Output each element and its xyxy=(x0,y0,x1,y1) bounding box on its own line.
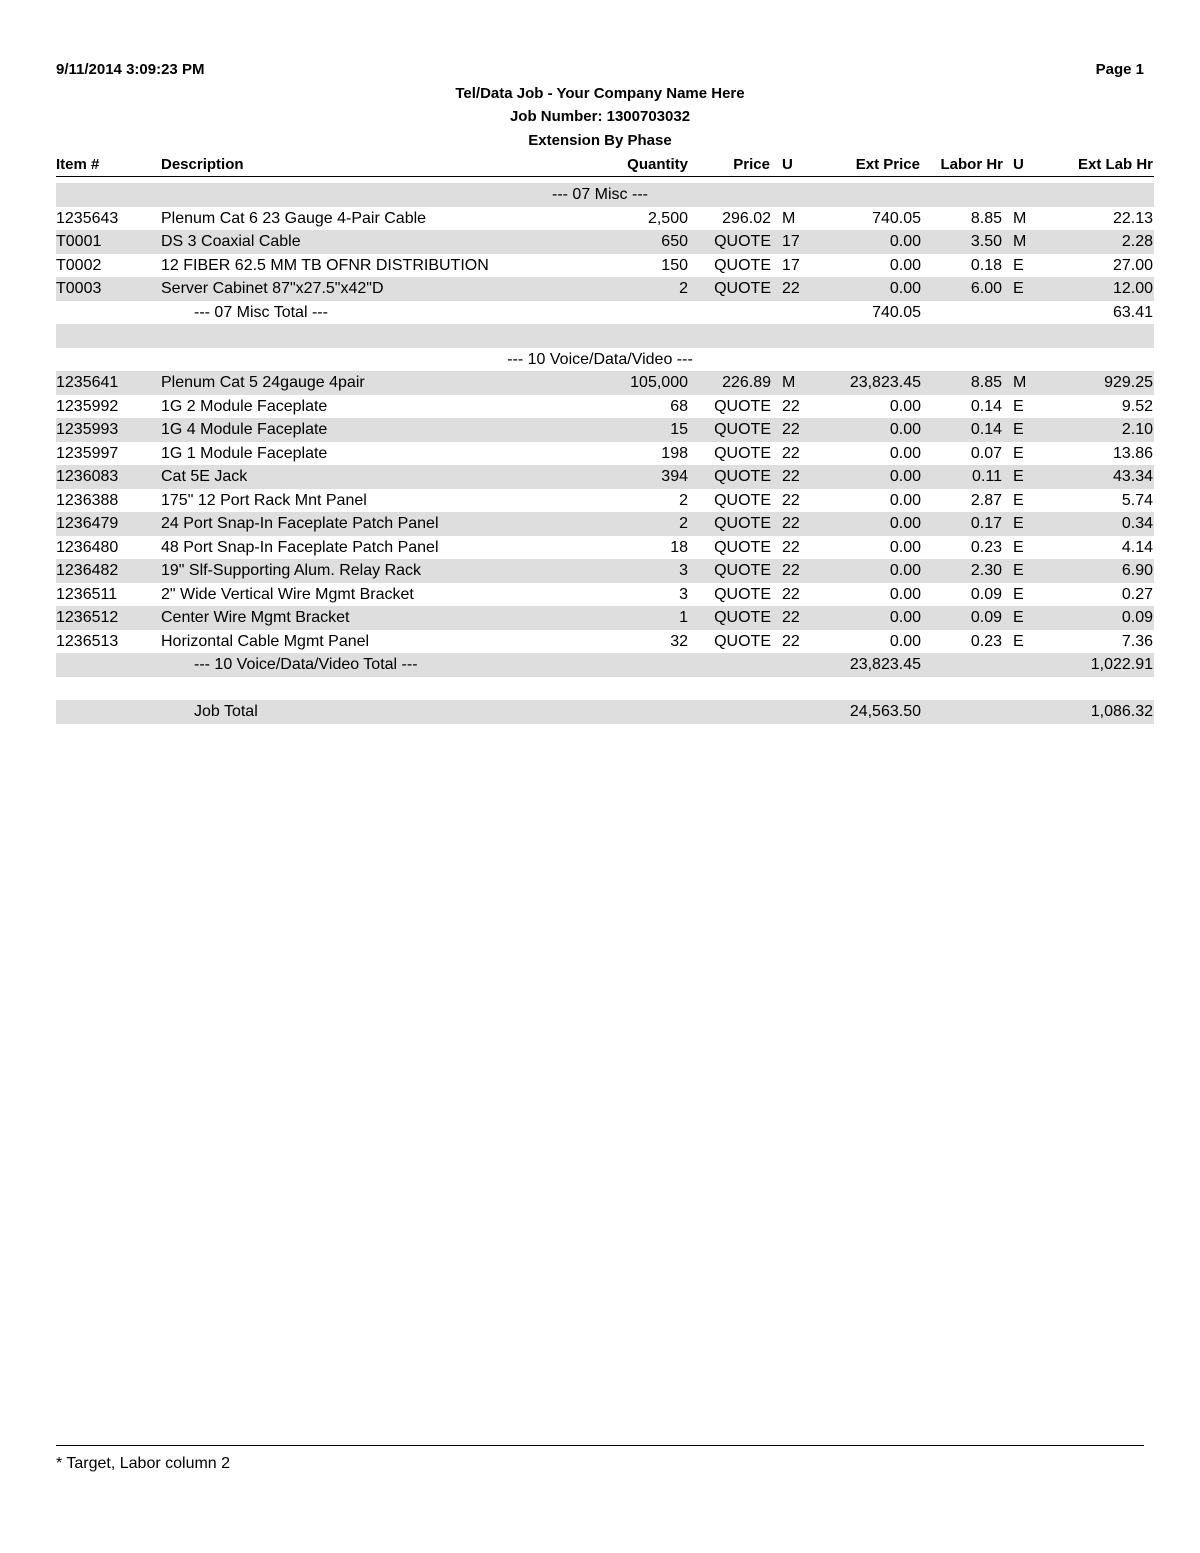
col-description: Description xyxy=(161,156,244,173)
item-labor-hr: 2.30 xyxy=(970,562,1002,579)
item-ext-price: 0.00 xyxy=(889,632,921,650)
item-description: 1G 1 Module Faceplate xyxy=(161,444,328,462)
item-quantity: 650 xyxy=(661,233,688,250)
item-ext-lab-hr: 2.28 xyxy=(1121,233,1153,250)
item-labor-unit: E xyxy=(1013,609,1024,626)
item-description: 24 Port Snap-In Faceplate Patch Panel xyxy=(161,515,439,532)
item-ext-lab-hr: 43.34 xyxy=(1112,468,1153,485)
item-unit: 22 xyxy=(782,397,800,415)
item-quantity: 198 xyxy=(661,444,688,462)
item-unit: 22 xyxy=(782,468,800,485)
table-row xyxy=(56,207,1154,231)
item-price: QUOTE xyxy=(714,444,771,462)
item-labor-unit: E xyxy=(1013,397,1024,415)
item-price: QUOTE xyxy=(714,585,771,603)
item-price: QUOTE xyxy=(714,538,771,556)
item-description: Cat 5E Jack xyxy=(161,468,248,485)
item-unit: 22 xyxy=(782,280,800,297)
table-row xyxy=(56,630,1154,654)
item-unit: 22 xyxy=(782,491,800,509)
item-unit: M xyxy=(782,374,796,391)
item-number: 1235643 xyxy=(56,209,119,227)
item-description: Plenum Cat 5 24gauge 4pair xyxy=(161,374,365,391)
item-labor-unit: E xyxy=(1013,632,1024,650)
item-quantity: 150 xyxy=(661,256,688,274)
item-ext-price: 0.00 xyxy=(889,562,921,579)
total-label: Job Total xyxy=(194,703,258,720)
item-price: QUOTE xyxy=(714,256,771,274)
table-row xyxy=(56,465,1154,489)
item-labor-hr: 0.23 xyxy=(970,538,1002,556)
item-number: T0003 xyxy=(56,280,102,297)
item-ext-lab-hr: 5.74 xyxy=(1121,491,1153,509)
item-number: T0001 xyxy=(56,233,102,250)
job-table-body xyxy=(56,183,1154,724)
item-quantity: 2 xyxy=(679,515,688,532)
item-ext-lab-hr: 929.25 xyxy=(1104,374,1153,391)
item-labor-hr: 6.00 xyxy=(970,280,1002,297)
table-row xyxy=(56,559,1154,583)
item-description: 12 FIBER 62.5 MM TB OFNR DISTRIBUTION xyxy=(161,256,489,274)
item-ext-lab-hr: 2.10 xyxy=(1121,421,1153,438)
item-quantity: 2,500 xyxy=(647,209,688,227)
item-labor-unit: E xyxy=(1013,444,1024,462)
item-quantity: 68 xyxy=(670,397,688,415)
col-price: Price xyxy=(733,156,770,173)
item-labor-hr: 0.18 xyxy=(970,256,1002,274)
item-quantity: 2 xyxy=(679,280,688,297)
item-labor-hr: 8.85 xyxy=(970,209,1002,227)
total-row xyxy=(56,301,1154,325)
item-ext-lab-hr: 6.90 xyxy=(1121,562,1153,579)
item-labor-unit: E xyxy=(1013,585,1024,603)
spacer-row xyxy=(56,324,1154,348)
total-row xyxy=(56,653,1154,677)
item-number: 1236388 xyxy=(56,491,119,509)
item-number: 1236083 xyxy=(56,468,119,485)
item-ext-price: 0.00 xyxy=(889,491,921,509)
item-ext-price: 23,823.45 xyxy=(849,374,921,391)
item-labor-hr: 0.17 xyxy=(970,515,1002,532)
item-labor-hr: 0.07 xyxy=(970,444,1002,462)
item-description: Horizontal Cable Mgmt Panel xyxy=(161,632,370,650)
item-labor-unit: E xyxy=(1013,562,1024,579)
item-number: 1235641 xyxy=(56,374,119,391)
col-ext-price: Ext Price xyxy=(855,156,920,173)
item-quantity: 3 xyxy=(679,562,688,579)
item-quantity: 2 xyxy=(679,491,688,509)
phase-header-row xyxy=(56,348,1154,372)
item-labor-hr: 3.50 xyxy=(970,233,1002,250)
item-labor-unit: E xyxy=(1013,256,1024,274)
item-unit: 17 xyxy=(782,233,800,250)
col-item: Item # xyxy=(56,156,100,173)
total-ext-price: 24,563.50 xyxy=(849,703,921,720)
item-labor-unit: E xyxy=(1013,538,1024,556)
item-ext-price: 0.00 xyxy=(889,609,921,626)
item-labor-hr: 0.09 xyxy=(970,585,1002,603)
item-labor-hr: 0.14 xyxy=(970,421,1002,438)
item-ext-lab-hr: 12.00 xyxy=(1112,280,1153,297)
total-ext-price: 740.05 xyxy=(872,303,921,321)
item-ext-price: 0.00 xyxy=(889,515,921,532)
item-labor-unit: E xyxy=(1013,421,1024,438)
footnote: * Target, Labor column 2 xyxy=(56,1455,231,1472)
item-ext-lab-hr: 22.13 xyxy=(1112,209,1153,227)
item-unit: 22 xyxy=(782,444,800,462)
total-label: --- 07 Misc Total --- xyxy=(194,303,328,321)
item-number: T0002 xyxy=(56,256,102,274)
total-ext-lab-hr: 63.41 xyxy=(1112,303,1153,321)
item-ext-lab-hr: 0.09 xyxy=(1121,609,1153,626)
page-number: Page 1 xyxy=(1095,61,1144,78)
item-ext-price: 0.00 xyxy=(889,468,921,485)
item-description: Plenum Cat 6 23 Gauge 4-Pair Cable xyxy=(161,209,427,227)
item-number: 1235992 xyxy=(56,397,119,415)
item-price: QUOTE xyxy=(714,491,771,509)
item-labor-unit: E xyxy=(1013,491,1024,509)
item-ext-lab-hr: 9.52 xyxy=(1121,397,1153,415)
item-labor-hr: 2.87 xyxy=(970,491,1002,509)
item-number: 1236512 xyxy=(56,609,119,626)
item-unit: M xyxy=(782,209,796,227)
item-ext-lab-hr: 0.34 xyxy=(1121,515,1153,532)
item-price: QUOTE xyxy=(714,562,771,579)
item-ext-price: 740.05 xyxy=(872,209,921,227)
item-quantity: 3 xyxy=(679,585,688,603)
item-number: 1236479 xyxy=(56,515,119,532)
item-price: QUOTE xyxy=(714,280,771,297)
item-description: 175" 12 Port Rack Mnt Panel xyxy=(161,491,367,509)
item-unit: 22 xyxy=(782,538,800,556)
item-quantity: 32 xyxy=(670,632,688,650)
item-unit: 22 xyxy=(782,515,800,532)
table-row xyxy=(56,536,1154,560)
table-row xyxy=(56,489,1154,513)
phase-label: --- 10 Voice/Data/Video --- xyxy=(507,350,693,368)
item-number: 1236511 xyxy=(56,585,118,603)
table-row xyxy=(56,230,1154,254)
item-description: 19" Slf-Supporting Alum. Relay Rack xyxy=(161,562,422,579)
item-description: DS 3 Coaxial Cable xyxy=(161,233,301,250)
item-price: QUOTE xyxy=(714,397,771,415)
item-ext-price: 0.00 xyxy=(889,538,921,556)
item-description: Server Cabinet 87"x27.5"x42"D xyxy=(161,280,384,297)
item-price: QUOTE xyxy=(714,609,771,626)
table-row xyxy=(56,418,1154,442)
item-unit: 22 xyxy=(782,632,800,650)
item-price: QUOTE xyxy=(714,233,771,250)
item-description: 2" Wide Vertical Wire Mgmt Bracket xyxy=(161,585,414,603)
item-quantity: 394 xyxy=(661,468,688,485)
item-price: QUOTE xyxy=(714,421,771,438)
spacer-row xyxy=(56,677,1154,701)
item-ext-price: 0.00 xyxy=(889,421,921,438)
table-row xyxy=(56,512,1154,536)
footer-divider xyxy=(56,1445,1144,1446)
item-unit: 22 xyxy=(782,585,800,603)
item-ext-price: 0.00 xyxy=(889,444,921,462)
item-labor-hr: 0.23 xyxy=(970,632,1002,650)
total-ext-price: 23,823.45 xyxy=(849,656,921,673)
table-row xyxy=(56,606,1154,630)
report-datetime: 9/11/2014 3:09:23 PM xyxy=(56,61,205,78)
item-labor-unit: E xyxy=(1013,468,1024,485)
item-ext-lab-hr: 4.14 xyxy=(1121,538,1153,556)
item-number: 1236480 xyxy=(56,538,119,556)
item-ext-price: 0.00 xyxy=(889,233,921,250)
col-ext-lab-hr: Ext Lab Hr xyxy=(1077,156,1153,173)
phase-label: --- 07 Misc --- xyxy=(552,186,648,203)
item-price: QUOTE xyxy=(714,468,771,485)
total-label: --- 10 Voice/Data/Video Total --- xyxy=(194,656,418,673)
column-header-row xyxy=(56,156,1154,177)
item-price: QUOTE xyxy=(714,632,771,650)
item-unit: 22 xyxy=(782,421,800,438)
item-ext-price: 0.00 xyxy=(889,585,921,603)
item-description: 1G 4 Module Faceplate xyxy=(161,421,328,438)
item-ext-lab-hr: 0.27 xyxy=(1121,585,1153,603)
phase-header-row xyxy=(56,183,1154,207)
item-labor-unit: M xyxy=(1013,233,1027,250)
item-quantity: 18 xyxy=(670,538,688,556)
item-quantity: 105,000 xyxy=(630,374,688,391)
item-description: Center Wire Mgmt Bracket xyxy=(161,609,350,626)
item-labor-hr: 0.11 xyxy=(972,468,1002,485)
col-labor-unit: U xyxy=(1013,156,1024,173)
col-quantity: Quantity xyxy=(627,156,688,173)
job-number: Job Number: 1300703032 xyxy=(509,108,691,125)
report-subtitle: Extension By Phase xyxy=(528,132,672,149)
table-row xyxy=(56,395,1154,419)
table-row xyxy=(56,371,1154,395)
item-number: 1236482 xyxy=(56,562,119,579)
item-labor-hr: 8.85 xyxy=(970,374,1002,391)
item-number: 1236513 xyxy=(56,632,119,650)
item-labor-unit: E xyxy=(1013,280,1024,297)
item-labor-unit: M xyxy=(1013,209,1027,227)
item-number: 1235997 xyxy=(56,444,119,462)
col-unit: U xyxy=(782,156,793,173)
item-description: 48 Port Snap-In Faceplate Patch Panel xyxy=(161,538,439,556)
item-labor-unit: M xyxy=(1013,374,1027,391)
item-ext-price: 0.00 xyxy=(889,256,921,274)
total-ext-lab-hr: 1,022.91 xyxy=(1090,656,1153,673)
table-row xyxy=(56,277,1154,301)
item-unit: 22 xyxy=(782,609,800,626)
item-labor-hr: 0.09 xyxy=(970,609,1002,626)
item-ext-lab-hr: 27.00 xyxy=(1112,256,1153,274)
total-row xyxy=(56,700,1154,724)
total-ext-lab-hr: 1,086.32 xyxy=(1090,703,1153,720)
item-unit: 22 xyxy=(782,562,800,579)
col-labor-hr: Labor Hr xyxy=(940,156,1003,173)
item-ext-price: 0.00 xyxy=(889,397,921,415)
item-quantity: 15 xyxy=(670,421,688,438)
table-row xyxy=(56,442,1154,466)
item-ext-price: 0.00 xyxy=(889,280,921,297)
item-price: 296.02 xyxy=(722,209,771,227)
item-description: 1G 2 Module Faceplate xyxy=(161,397,328,415)
item-ext-lab-hr: 13.86 xyxy=(1112,444,1153,462)
report-title: Tel/Data Job - Your Company Name Here xyxy=(455,85,745,102)
item-unit: 17 xyxy=(782,256,800,274)
item-labor-hr: 0.14 xyxy=(970,397,1002,415)
item-price: 226.89 xyxy=(722,374,771,391)
item-quantity: 1 xyxy=(679,609,688,626)
table-row xyxy=(56,254,1154,278)
table-row xyxy=(56,583,1154,607)
item-labor-unit: E xyxy=(1013,515,1024,532)
item-price: QUOTE xyxy=(714,515,771,532)
item-ext-lab-hr: 7.36 xyxy=(1121,632,1153,650)
item-number: 1235993 xyxy=(56,421,119,438)
